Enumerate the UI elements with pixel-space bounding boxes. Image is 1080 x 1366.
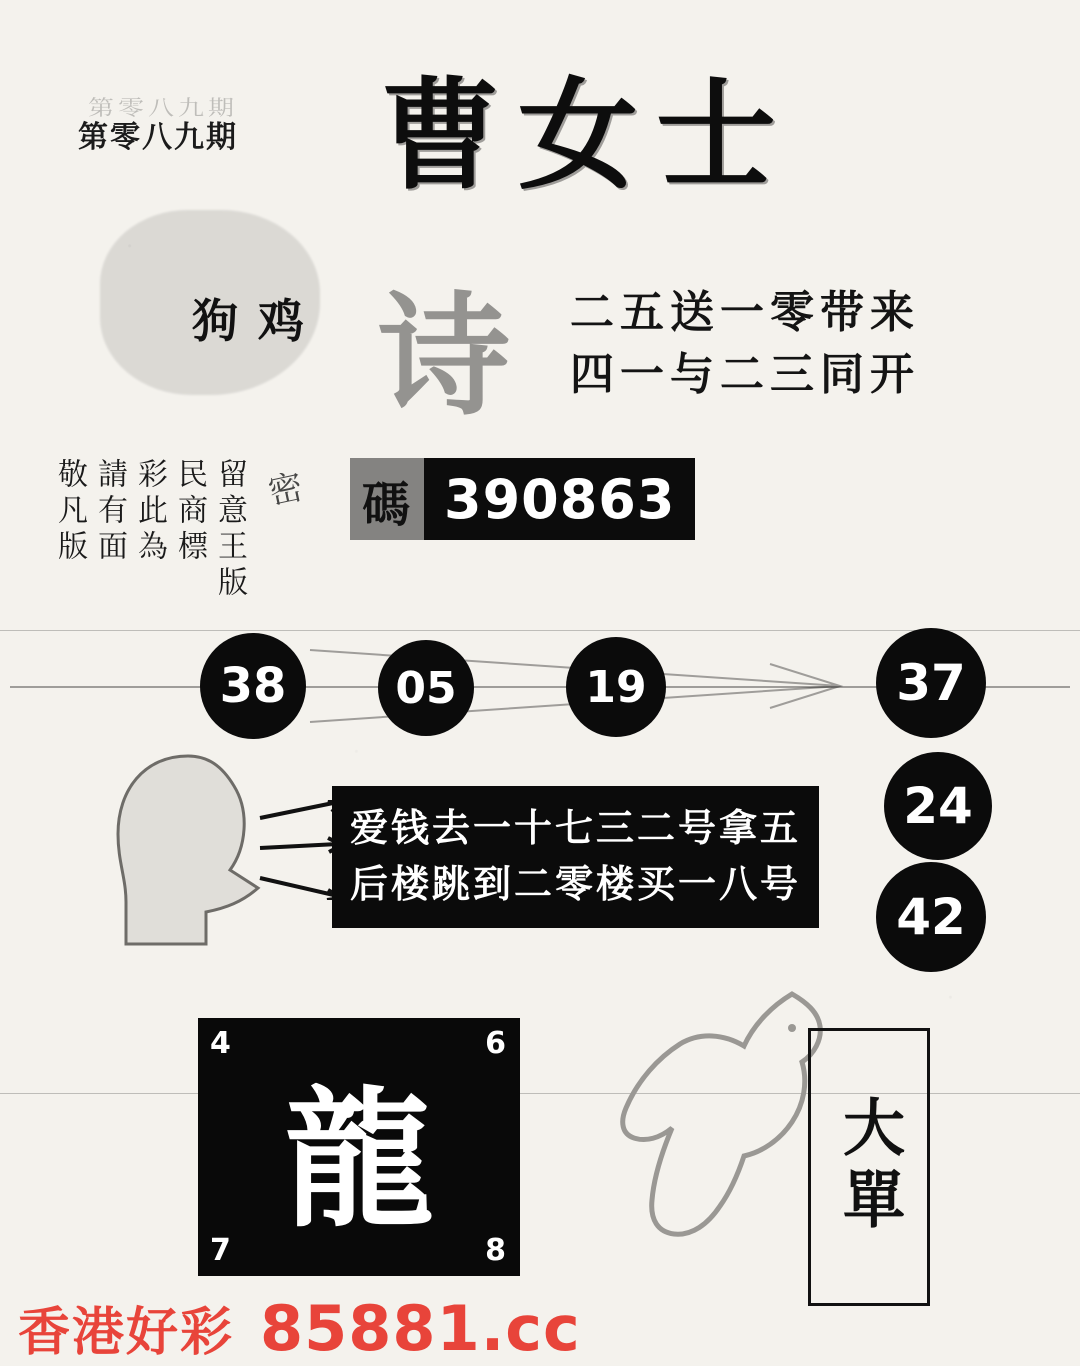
tip-line-2: 后楼跳到二零楼买一八号 [350, 862, 802, 906]
poem-label: 诗 [378, 279, 510, 434]
number-ball: 19 [566, 637, 666, 737]
notice-col-1: 敬凡版 [52, 458, 87, 566]
footer [18, 1290, 581, 1365]
number-ball: 24 [884, 752, 992, 860]
dragon-corner-bottom-left: 7 [210, 1233, 231, 1268]
issue-number-ghost: 第零八九期 [88, 96, 239, 121]
poem-line-2: 四一与二三同开 [570, 349, 920, 400]
number-ball: 38 [200, 633, 306, 739]
dragon-card [198, 1018, 520, 1276]
footer-url: 85881.cc [260, 1292, 581, 1365]
code-label: 碼 [350, 458, 424, 540]
number-ball: 05 [378, 640, 474, 736]
code-banner [350, 458, 695, 540]
number-ball: 37 [876, 628, 986, 738]
notice-col-2: 請有面 [92, 458, 127, 566]
zodiac-second: 鸡 [258, 294, 304, 348]
head-silhouette-icon [110, 752, 270, 952]
notice-col-4: 民商標 [172, 458, 207, 566]
poem-line-1: 二五送一零带来 [570, 287, 920, 338]
dragon-corner-bottom-right: 8 [485, 1233, 506, 1268]
issue-number: 第零八九期 [78, 120, 238, 155]
number-ball: 42 [876, 862, 986, 972]
dragon-corner-top-right: 6 [485, 1026, 506, 1061]
poem-text [570, 282, 920, 406]
stamp-mark: 密 [264, 466, 307, 514]
dragon-character: 龍 [283, 1072, 434, 1248]
zodiac-first: 狗 [192, 294, 238, 348]
big-single-text: 大單 [832, 1095, 906, 1239]
code-digits: 390863 [424, 458, 695, 540]
page-title: 曹女士 [380, 65, 794, 206]
dove-icon [596, 962, 836, 1252]
dragon-corner-top-left: 4 [210, 1026, 231, 1061]
notice-col-3: 彩此為 [132, 458, 167, 566]
tip-banner [332, 786, 819, 928]
footer-brand: 香港好彩 [18, 1303, 235, 1363]
big-single-box [808, 1028, 930, 1306]
notice-col-5: 留意王版 [212, 458, 247, 602]
notice-vertical-block [50, 458, 248, 602]
tip-line-1: 爱钱去一十七三二号拿五 [350, 806, 802, 850]
